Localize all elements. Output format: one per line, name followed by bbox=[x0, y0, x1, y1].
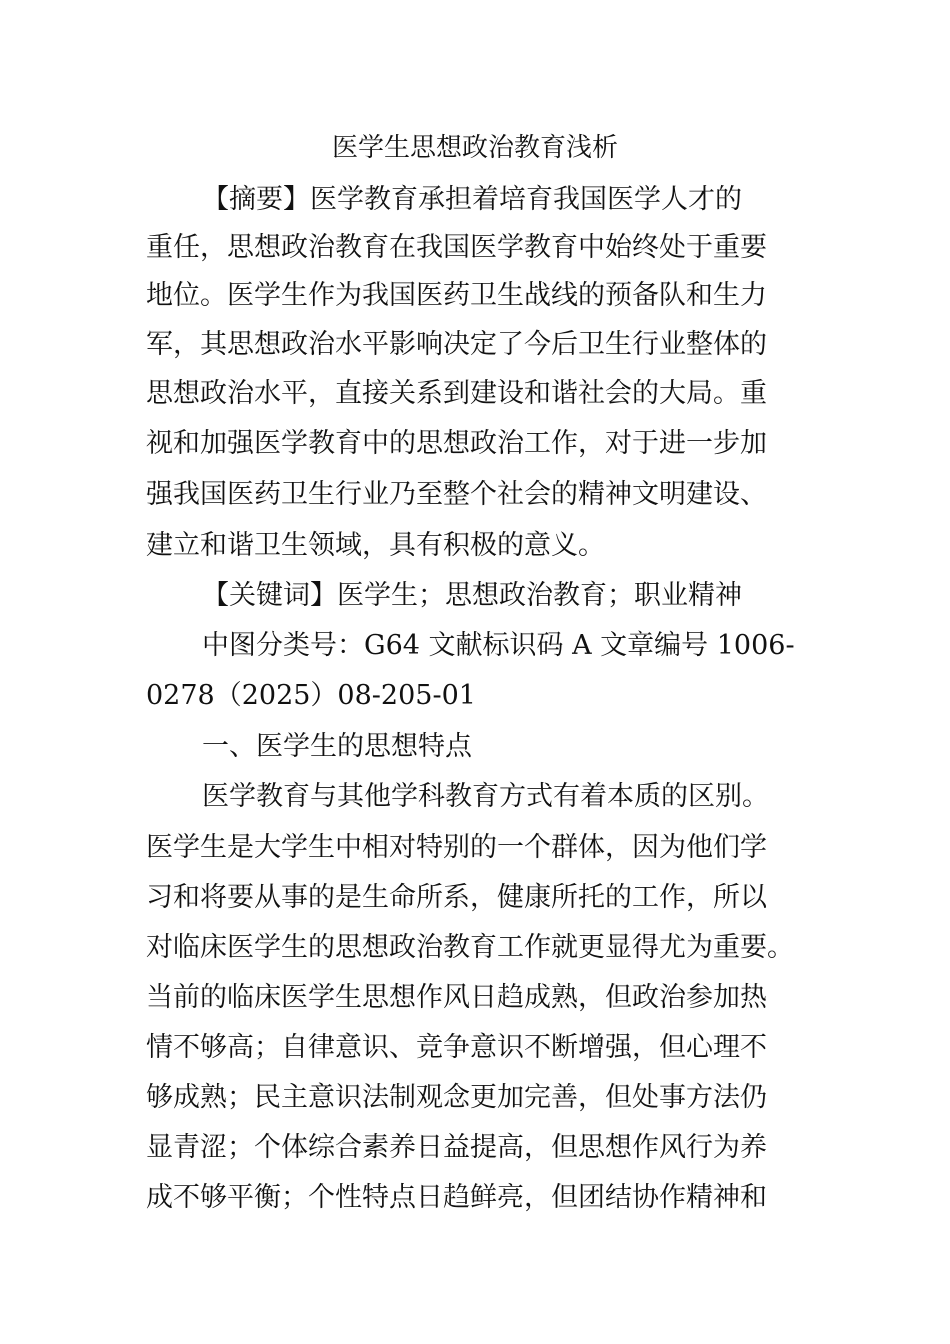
abstract-line: 思想政治水平，直接关系到建设和谐社会的大局。重 bbox=[146, 378, 767, 409]
classification-line: 0278（2025）08-205-01 bbox=[146, 680, 476, 711]
abstract-line: 军，其思想政治水平影响决定了今后卫生行业整体的 bbox=[146, 329, 767, 360]
body-line: 习和将要从事的是生命所系，健康所托的工作，所以 bbox=[146, 882, 767, 913]
abstract-line: 【摘要】医学教育承担着培育我国医学人才的 bbox=[202, 184, 742, 215]
body-line: 够成熟；民主意识法制观念更加完善，但处事方法仍 bbox=[146, 1082, 767, 1113]
keywords-line: 【关键词】医学生；思想政治教育；职业精神 bbox=[202, 580, 742, 611]
section-heading: 一、医学生的思想特点 bbox=[202, 731, 472, 762]
abstract-line: 强我国医药卫生行业乃至整个社会的精神文明建设、 bbox=[146, 479, 767, 510]
document-title: 医学生思想政治教育浅析 bbox=[331, 133, 618, 163]
abstract-line: 视和加强医学教育中的思想政治工作，对于进一步加 bbox=[146, 428, 767, 459]
abstract-line: 建立和谐卫生领域，具有积极的意义。 bbox=[146, 530, 605, 561]
body-line: 当前的临床医学生思想作风日趋成熟，但政治参加热 bbox=[146, 982, 767, 1013]
body-line: 显青涩；个体综合素养日益提高，但思想作风行为养 bbox=[146, 1132, 767, 1163]
abstract-line: 重任，思想政治教育在我国医学教育中始终处于重要 bbox=[146, 232, 767, 263]
body-line: 医学教育与其他学科教育方式有着本质的区别。 bbox=[202, 781, 769, 812]
classification-line: 中图分类号：G64 文献标识码 A 文章编号 1006- bbox=[202, 630, 795, 661]
body-line: 情不够高；自律意识、竞争意识不断增强，但心理不 bbox=[146, 1032, 767, 1063]
abstract-line: 地位。医学生作为我国医药卫生战线的预备队和生力 bbox=[146, 280, 767, 311]
body-line: 成不够平衡；个性特点日趋鲜亮，但团结协作精神和 bbox=[146, 1182, 767, 1213]
body-line: 医学生是大学生中相对特别的一个群体，因为他们学 bbox=[146, 832, 767, 863]
body-line: 对临床医学生的思想政治教育工作就更显得尤为重要。 bbox=[146, 932, 794, 963]
